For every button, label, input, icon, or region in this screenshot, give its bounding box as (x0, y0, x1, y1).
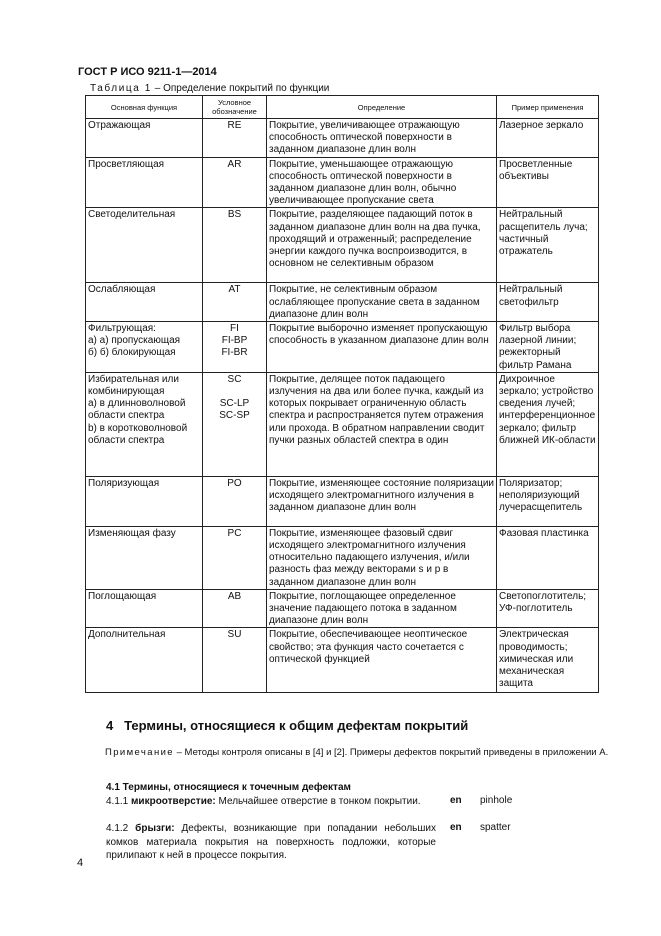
cell-example: Светопоглотитель; УФ-поглотитель (497, 589, 599, 628)
cell-definition: Покрытие, изменяющее состояние поляризации исходящего электромагнитного излучения в заданном диапазоне длин волн (267, 476, 497, 526)
cell-definition: Покрытие, увеличивающее отражающую способность оптической поверхности в заданном диапазоне длин волн (267, 119, 497, 158)
term-name: микроотверстие: (131, 796, 216, 807)
table-row (86, 589, 599, 628)
table-caption-label: Таблица 1 (90, 83, 152, 94)
table-row (86, 119, 599, 158)
term-translation (450, 822, 511, 833)
table-row (86, 372, 599, 476)
term-translation (450, 795, 512, 806)
term-definition: Мельчайшее отверстие в тонком покрытии. (215, 796, 421, 807)
table-row (86, 157, 599, 208)
table-row (86, 628, 599, 693)
note (85, 746, 613, 759)
cell-code: AT (203, 283, 267, 322)
term-number: 4.1.2 (106, 823, 129, 834)
term-entry (106, 795, 436, 809)
cell-function: Просветляющая (86, 157, 203, 208)
cell-function: Дополнительная (86, 628, 203, 693)
section-number: 4 (106, 718, 114, 733)
cell-example: Фильтр выбора лазерной линии; режекторный фильтр Рамана (497, 322, 599, 373)
document-header: ГОСТ Р ИСО 9211-1—2014 (78, 66, 217, 78)
cell-function: Изменяющая фазу (86, 526, 203, 589)
table-header-row (86, 96, 599, 119)
page-number: 4 (77, 857, 84, 869)
cell-definition: Покрытие, делящее поток падающего излучения на два или более пучка, каждый из которых покрывает ограниченную область спектра и распространяется путем отражения или прохода. В обратном направлении сводит пучки разных областей спектра в один (267, 372, 497, 476)
cell-definition: Покрытие, уменьшающее отражающую способность оптической поверхности в заданном диапазоне длин волн, обычно увеличивающее пропускание света (267, 157, 497, 208)
cell-function: Поглощающая (86, 589, 203, 628)
column-header-code: Условное обозначение (203, 96, 267, 119)
term-english: pinhole (480, 795, 513, 806)
term-english: spatter (480, 822, 511, 833)
table-caption (90, 83, 329, 94)
coating-functions-table (85, 95, 599, 693)
column-header-definition: Определение (267, 96, 497, 119)
cell-definition: Покрытие, изменяющее фазовый сдвиг исходящего электромагнитного излучения относительно падающего излучения, и/или разность фаз между векторами s и p в заданном диапазоне длин волн (267, 526, 497, 589)
cell-function: Ослабляющая (86, 283, 203, 322)
cell-code: SU (203, 628, 267, 693)
cell-definition: Покрытие, разделяющее падающий поток в заданном диапазоне длин волн на два пучка, проходящий и отраженный; распределение энергии каждого пучка воспроизводится, в основном не селективным образом (267, 208, 497, 283)
table-caption-text: – Определение покрытий по функции (151, 83, 330, 94)
column-header-function: Основная функция (86, 96, 203, 119)
term-lang: en (450, 822, 462, 833)
cell-example: Фазовая пластинка (497, 526, 599, 589)
table-row (86, 526, 599, 589)
cell-example: Нейтральный светофильтр (497, 283, 599, 322)
section-heading (106, 718, 468, 733)
cell-code: RE (203, 119, 267, 158)
cell-definition: Покрытие выборочно изменяет пропускающую способность в указанном диапазоне длин волн (267, 322, 497, 373)
cell-definition: Покрытие, поглощающее определенное значение падающего потока в заданном диапазоне длин волн (267, 589, 497, 628)
cell-function: Поляризующая (86, 476, 203, 526)
table-row (86, 476, 599, 526)
cell-code: SC SC-LP SC-SP (203, 372, 267, 476)
table-row (86, 283, 599, 322)
term-entry (106, 822, 436, 863)
cell-example: Лазерное зеркало (497, 119, 599, 158)
cell-code: BS (203, 208, 267, 283)
table-row (86, 208, 599, 283)
term-name: брызги: (135, 823, 175, 834)
cell-code: PC (203, 526, 267, 589)
cell-example: Дихроичное зеркало; устройство сведения лучей; интерференционное зеркало; фильтр ближней ИК-области (497, 372, 599, 476)
cell-code: FI FI-BP FI-BR (203, 322, 267, 373)
cell-function: Избирательная или комбинирующая а) в длинноволновой области спектра b) в коротковолновой области спектра (86, 372, 203, 476)
cell-function: Светоделительная (86, 208, 203, 283)
cell-definition: Покрытие, обеспечивающее неоптическое свойство; эта функция часто сочетается с оптической функцией (267, 628, 497, 693)
term-lang: en (450, 795, 462, 806)
cell-code: AR (203, 157, 267, 208)
section-title: Термины, относящиеся к общим дефектам покрытий (124, 718, 469, 733)
note-label: Примечание (105, 747, 174, 758)
subsection-heading: 4.1 Термины, относящиеся к точечным дефектам (106, 782, 351, 793)
cell-function: Отражающая (86, 119, 203, 158)
term-number: 4.1.1 (106, 796, 129, 807)
cell-definition: Покрытие, не селективным образом ослабляющее пропускание света в заданном диапазоне длин волн (267, 283, 497, 322)
term-definition: Дефекты, возникающие при попадании небольших комков материала покрытия на поверхность подложки, которые прилипают к ней в процессе покрытия. (106, 823, 436, 862)
table-body (86, 119, 599, 693)
cell-example: Нейтральный расщепитель луча; частичный отражатель (497, 208, 599, 283)
column-header-example: Пример применения (497, 96, 599, 119)
cell-example: Просветленные объективы (497, 157, 599, 208)
cell-code: AB (203, 589, 267, 628)
cell-example: Поляризатор; неполяризующий лучерасщепитель (497, 476, 599, 526)
note-text: – Методы контроля описаны в [4] и [2]. Примеры дефектов покрытий приведены в приложении А. (174, 747, 609, 758)
cell-example: Электрическая проводимость; химическая или механическая защита (497, 628, 599, 693)
cell-code: PO (203, 476, 267, 526)
cell-function: Фильтрующая: а) а) пропускающая б) б) блокирующая (86, 322, 203, 373)
table-row (86, 322, 599, 373)
